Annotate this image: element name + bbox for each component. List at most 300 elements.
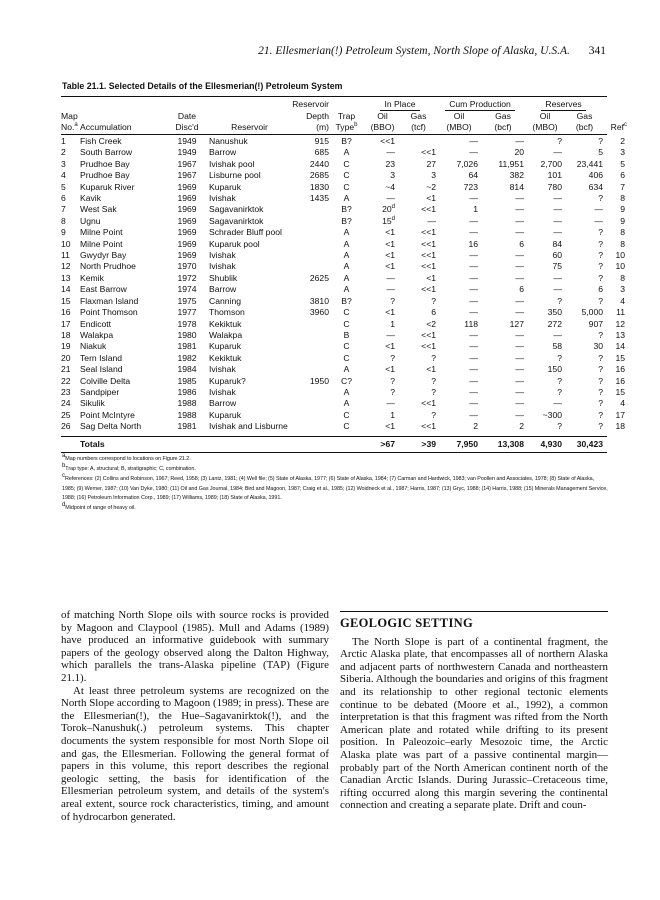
cell-ip-oil: — [386,147,395,158]
section-heading: GEOLOGIC SETTING [340,616,473,630]
hdr-m: (m) [316,122,329,132]
header-row-2 [61,122,627,134]
cell-rs-oil: — [553,272,562,283]
cell-no: 10 [61,238,71,249]
cell-trap: C [343,170,350,181]
cell-rs-gas: ? [598,272,604,283]
cell-reservoir: Schrader Bluff pool [209,227,282,238]
cell-rs-gas: 5 [598,147,604,158]
cell-accumulation: Prudhoe Bay [80,158,130,169]
cell-ip-oil: — [386,193,395,204]
cell-accumulation: Fish Creek [80,136,122,146]
group-reservoir: Reservoir [292,99,329,109]
table-row [61,398,627,409]
cell-cp-gas: — [515,341,524,352]
cell-accumulation: Milne Point [80,238,123,249]
cell-ref: 15 [615,352,626,363]
cell-cp-oil: — [469,364,478,375]
cell-ref: 16 [615,364,626,375]
cell-cp-gas: 11,951 [498,158,524,169]
cell-rs-gas: ? [598,375,604,386]
cell-ref: 2 [620,136,626,146]
cell-rs-oil: — [553,215,562,226]
cell-ip-oil: <1 [385,421,395,432]
cell-trap: C [343,307,350,318]
cell-ip-oil: — [386,284,395,295]
cell-cp-gas: 127 [509,318,524,329]
cell-depth [292,204,329,215]
hdr-cp-gas: Gas [495,111,511,121]
table-row [61,364,627,375]
cell-no: 22 [61,375,71,386]
table-row [61,170,627,181]
cell-rs-oil: ? [557,375,562,386]
cell-rs-gas: ? [598,295,604,306]
table-row [61,319,627,330]
cell-accumulation: Point Thomson [80,307,138,318]
cell-ip-gas: <<1 [421,284,436,295]
cell-depth: 3810 [309,295,329,306]
cell-depth [292,421,329,432]
cell-rs-oil: ? [557,295,562,306]
cell-rs-oil: ? [557,352,562,363]
table-row [61,239,627,250]
cell-no: 18 [61,329,71,340]
cell-no: 11 [61,250,70,261]
hdr-map: Map [61,111,78,121]
cell-cp-gas: — [515,250,524,261]
cell-ip-oil: 15$^d$ [382,215,395,226]
group-in-place: In Place [364,99,436,111]
cell-reservoir: Sagavanirktok [209,204,264,215]
cell-rs-oil: — [553,193,562,204]
table-row [61,341,627,352]
cell-cp-gas: — [515,307,524,318]
cell-cp-oil: — [469,398,478,409]
cell-rs-gas: 6 [598,284,604,295]
cell-no: 20 [61,352,71,363]
cell-depth: 2440 [309,158,329,169]
table-row [61,387,627,398]
cell-rs-gas: ? [598,136,604,146]
cell-date: 1967 [177,158,197,169]
hdr-mbo-rs: (MBO) [532,122,558,132]
cell-date: 1969 [177,250,197,261]
cell-accumulation: Sandpiper [80,386,120,397]
totals-top-rule [61,436,607,437]
cell-depth: 2625 [309,272,329,283]
table-row [61,296,627,307]
cell-ip-gas: 3 [431,170,436,181]
cell-cp-gas: — [515,329,524,340]
cell-accumulation: Kavik [80,193,102,204]
cell-cp-oil: — [469,307,478,318]
cell-ip-gas: ? [431,352,436,363]
cell-ip-oil: 23 [385,158,395,169]
cell-rs-gas: ? [598,238,604,249]
cell-ip-gas: ? [431,386,436,397]
table-row [61,204,627,215]
cell-ip-gas: 27 [426,158,436,169]
cell-date: 1985 [177,375,197,386]
hdr-depth: Depth [306,111,329,121]
totals-ip-gas: >39 [421,438,436,449]
hdr-bcf-cp: (bcf) [494,122,512,132]
cell-cp-oil: — [469,261,478,272]
cell-date: 1970 [177,261,197,272]
cell-accumulation: Sag Delta North [80,421,142,432]
cell-ref: 16 [615,375,626,386]
cell-ip-gas: <<1 [421,250,436,261]
cell-reservoir: Thomson [209,307,245,318]
totals-ip-oil: >67 [380,438,395,449]
hdr-rs-gas: Gas [576,111,593,121]
table-row [61,250,627,261]
cell-rs-gas: ? [598,329,604,340]
cell-ip-gas: <<1 [421,261,436,272]
cell-trap: B [343,329,350,340]
cell-ip-oil: <1 [385,341,395,352]
hdr-discd: Disc'd [175,122,199,132]
cell-ref: 5 [620,158,626,169]
cell-cp-oil: — [469,250,478,261]
cell-date: 1978 [177,318,197,329]
cell-cp-gas: — [515,215,524,226]
running-header [60,45,606,57]
cell-no: 8 [61,215,66,226]
hdr-tcf: (tcf) [411,122,426,132]
cell-cp-gas: — [515,375,524,386]
cell-trap: A [343,272,350,283]
cell-no: 25 [61,409,71,420]
cell-rs-gas: ? [598,409,604,420]
cell-trap: B? [341,295,352,306]
cell-ip-oil: ~4 [385,181,395,192]
cell-rs-oil: 58 [552,341,562,352]
table-row [61,193,627,204]
cell-date: 1988 [177,409,197,420]
cell-cp-oil: — [469,375,478,386]
cell-reservoir: Ivishak [209,386,236,397]
cell-accumulation: Kemik [80,272,104,283]
cell-ip-gas: ? [431,375,436,386]
table-row [61,159,627,170]
cell-reservoir: Walakpa [209,329,243,340]
cell-ip-oil: <<1 [380,136,395,146]
cell-ip-oil: 20$^d$ [382,204,395,215]
hdr-no: No.$^a$ [61,122,78,132]
cell-rs-oil: — [553,204,562,215]
cell-trap: C [343,421,350,432]
cell-ip-gas: <<1 [421,398,436,409]
table-row [61,182,627,193]
cell-rs-gas: — [594,215,604,226]
cell-ip-gas: 6 [431,307,436,318]
cell-no: 24 [61,398,71,409]
cell-cp-gas: 814 [509,181,524,192]
cell-ref: 4 [620,295,626,306]
cell-trap: A [343,193,350,204]
cell-rs-oil: ? [557,421,562,432]
cell-no: 17 [61,318,71,329]
cell-reservoir: Ivishak and Lisburne [209,421,288,432]
table-row [61,147,627,158]
cell-rs-gas: 907 [588,318,604,329]
cell-date: 1974 [177,284,197,295]
table-row [61,353,627,364]
cell-cp-oil: — [469,272,478,283]
cell-no: 5 [61,181,66,192]
cell-reservoir: Shublik [209,272,238,283]
cell-depth [292,250,329,261]
cell-cp-gas: — [515,364,524,375]
cell-depth [292,261,329,272]
cell-ip-oil: <1 [385,364,395,375]
table-row [61,227,627,238]
cell-reservoir: Kuparuk pool [209,238,260,249]
group-header-row [61,99,627,111]
hdr-ip-gas: Gas [410,111,427,121]
cell-date: 1984 [177,364,197,375]
cell-trap: A [343,386,350,397]
totals-label: Totals [80,438,105,449]
cell-depth [292,319,329,330]
group-reserves: Reserves [524,99,603,111]
page-number: 341 [588,45,606,57]
cell-rs-gas: 5,000 [581,307,604,318]
cell-trap: A [343,250,350,261]
right-column [340,609,608,812]
cell-ref: 3 [620,284,626,295]
cell-trap: A [343,364,350,375]
cell-rs-oil: 101 [547,170,562,181]
hdr-trap: Trap [337,111,356,121]
cell-trap: A [343,227,350,238]
totals-rs-oil: 4,930 [540,438,562,449]
cell-ref: 4 [620,398,626,409]
cell-no: 19 [61,341,71,352]
cell-depth: 3960 [309,307,329,318]
table-row [61,216,627,227]
group-cum-production: Cum Production [436,99,524,111]
cell-trap: C? [341,375,352,386]
cell-depth: 915 [314,136,329,146]
cell-ip-gas: <<1 [421,227,436,238]
cell-cp-oil: 7,026 [456,158,478,169]
cell-ip-gas: <<1 [421,329,436,340]
cell-reservoir: Ivishak [209,193,236,204]
cell-cp-gas: — [515,352,524,363]
cell-reservoir: Kuparuk? [209,375,246,386]
cell-no: 9 [61,227,66,238]
cell-cp-oil: — [469,352,478,363]
cell-trap: C [343,409,350,420]
cell-ref: 9 [620,204,626,215]
cell-accumulation: Ugnu [80,215,101,226]
cell-ref: 17 [615,409,626,420]
cell-accumulation: Gwydyr Bay [80,250,127,261]
cell-ip-gas: <1 [426,193,436,204]
cell-ref: 18 [615,421,626,432]
cell-rs-oil: — [553,227,562,238]
cell-rs-oil: 60 [552,250,562,261]
cell-reservoir: Ivishak [209,364,236,375]
footnote-a: aMap numbers correspond to locations on Figure 21.2. [62,453,191,462]
cell-accumulation: Tern Island [80,352,123,363]
cell-reservoir: Canning [209,295,242,306]
cell-reservoir: Kekiktuk [209,318,242,329]
cell-ref: 8 [620,238,626,249]
cell-ip-gas: — [427,215,436,226]
cell-reservoir: Kekiktuk [209,352,242,363]
cell-ref: 11 [616,307,626,318]
cell-ip-gas: <2 [426,318,436,329]
cell-cp-gas: 6 [519,238,524,249]
cell-cp-gas: 382 [509,170,524,181]
cell-cp-oil: 723 [463,181,478,192]
cell-ip-oil: — [386,329,395,340]
cell-cp-oil: — [469,341,478,352]
footnote-b: bTrap type: A, structural; B, stratigraphic; C, combination. [62,463,196,473]
cell-cp-oil: — [469,227,478,238]
cell-ref: 15 [615,386,626,397]
cell-date: 1986 [177,386,197,397]
cell-accumulation: South Barrow [80,147,133,158]
cell-date: 1988 [177,398,197,409]
cell-ip-gas: <<1 [421,147,436,158]
cell-rs-gas: 30 [593,341,604,352]
cell-trap: A [343,147,350,158]
table-header-rule [61,134,607,135]
cell-cp-oil: — [469,147,478,158]
table-row [61,261,627,272]
cell-ip-gas [401,134,436,147]
cell-reservoir: Lisburne pool [209,170,261,181]
table-bottom-rule [61,452,607,453]
cell-reservoir: Ivishak pool [209,158,255,169]
table-row [61,134,627,147]
cell-rs-oil: 84 [552,238,562,249]
cell-depth [292,387,329,398]
cell-no: 13 [61,272,71,283]
cell-rs-oil: ~300 [542,409,562,420]
cell-accumulation: Flaxman Island [80,295,139,306]
cell-depth [292,227,329,238]
cell-ip-oil: 3 [390,170,395,181]
cell-no: 16 [61,307,71,318]
left-paragraph-2: At least three petroleum systems are recognized on the North Slope according to Magoon (1989; in press). These are the Ellesmerian(!), the Hue–Sagavanirktok(!), and the Torok–Nanushuk(.) petroleum systems. This chapter documents the system responsible for most North Slope oil and gas, the Ellesmerian. Following the general format of papers in this volume, this report describes the regional geologic setting, the basis for identification of the Ellesmerian petroleum system, and details of the system's areal extent, source rock characteristics, timing, and amount of hydrocarbon generated. [61,684,329,823]
cell-depth [292,216,329,227]
cell-rs-oil: — [553,284,562,295]
cell-rs-oil: 780 [547,181,562,192]
cell-date: 1969 [177,181,197,192]
cell-cp-gas: — [515,261,524,272]
cell-ip-oil: — [386,272,395,283]
cell-ip-gas: <<1 [421,421,436,432]
cell-ref: 8 [620,272,626,283]
cell-ip-gas: <<1 [421,204,436,215]
hdr-bbo: (BBO) [370,122,395,132]
cell-trap: A [343,261,350,272]
cell-depth [292,330,329,341]
cell-trap: C [343,181,350,192]
cell-rs-gas: ? [598,398,604,409]
cell-cp-oil: — [469,295,478,306]
cell-rs-gas: 406 [588,170,604,181]
cell-rs-gas: ? [598,250,604,261]
cell-cp-gas: — [515,136,524,146]
cell-date: 1949 [177,136,197,146]
footnote-c: cReferences: (2) Collins and Robinson, 1967; Reed, 1958; (3) Lantz, 1981; (4) Well file; (5) State of Alaska, 1977; (6) State of Alaska, 1984; (7) Carman and Hardwick, 1983; van Poollen and Associates, 1978; (8) State of Alaska, 1985; (9) Werner, 1987; (10) Van Dyke, 1980; (11) Oil and Gas Journal, 1984; Bird and Magoon, 1987; Craig et al., 1985; (12) Woidneck et al., 1987; Harris, 1987; (13) Gryc, 1988; (14) Harris, 1988; (15) Minerals Management Service, 1988; (16) Petroleum Information Corp., 1989; (17) Williams, 1989; (18) State of Alaska, 1991. [62,473,608,501]
cell-accumulation: Prudhoe Bay [80,170,130,181]
cell-date: 1981 [177,421,197,432]
cell-ip-gas: <1 [426,272,436,283]
cell-ip-oil: ? [390,386,395,397]
cell-accumulation: Point McIntyre [80,409,135,420]
cell-ip-oil: — [386,398,395,409]
table-row [61,330,627,341]
cell-cp-gas: — [515,409,524,420]
cell-no: 1 [61,136,66,146]
cell-rs-oil: ? [557,386,562,397]
cell-no: 3 [61,158,66,169]
cell-rs-gas: ? [598,193,604,204]
cell-ref: 12 [615,318,626,329]
cell-date: 1969 [177,215,197,226]
cell-cp-oil: 118 [464,318,478,329]
cell-rs-gas: 23,441 [576,158,604,169]
cell-accumulation: Sikulik [80,398,105,409]
cell-rs-gas: ? [598,352,604,363]
cell-depth: 1435 [309,193,329,204]
cell-cp-gas: 20 [514,147,524,158]
cell-ip-oil: ? [390,295,395,306]
cell-no: 15 [61,295,71,306]
cell-no: 4 [61,170,66,181]
cell-no: 14 [61,284,71,295]
cell-no: 23 [61,386,71,397]
cell-cp-gas: 2 [519,421,524,432]
cell-depth [292,239,329,250]
cell-ip-oil: ? [390,375,395,386]
section-rule [340,611,608,612]
cell-ip-oil: 1 [390,409,395,420]
cell-cp-oil: — [469,329,478,340]
cell-rs-oil: 150 [547,364,562,375]
cell-trap: A [343,238,350,249]
cell-ref: 8 [620,193,626,204]
cell-reservoir: Sagavanirktok [209,215,264,226]
cell-depth: 685 [314,147,329,158]
cell-ref: 10 [615,261,626,272]
cell-ref: 8 [620,227,626,238]
cell-depth [292,398,329,409]
cell-ip-oil: <1 [385,250,395,261]
cell-no: 2 [61,147,66,158]
cell-reservoir: Kuparuk [209,341,242,352]
cell-ip-oil: <1 [385,261,395,272]
cell-depth [292,341,329,352]
cell-cp-oil: — [469,284,478,295]
cell-depth [292,364,329,375]
cell-date: 1972 [177,272,197,283]
hdr-type: Type$^b$ [335,122,358,132]
left-column [61,609,329,823]
cell-accumulation: West Sak [80,204,117,215]
cell-trap: C [343,341,350,352]
cell-date: 1969 [177,193,197,204]
cell-trap: B? [341,204,352,215]
